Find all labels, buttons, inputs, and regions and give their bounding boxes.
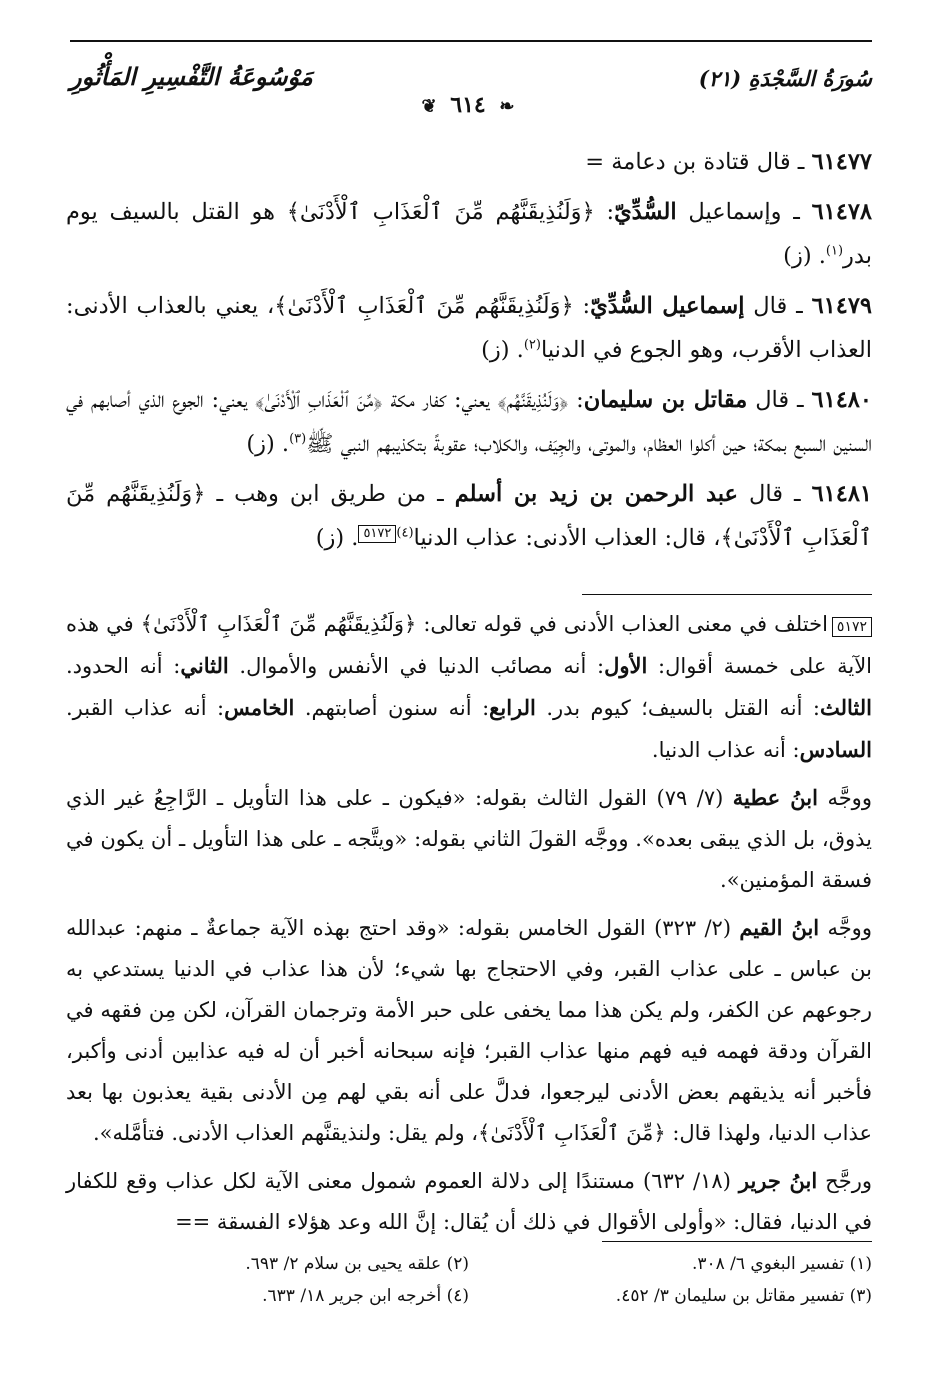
page-number-row bbox=[0, 92, 936, 118]
commentary-text: : أنه مصائب الدنيا في الأنفس والأموال. bbox=[228, 654, 605, 678]
entry-text: ـ قال قتادة بن دعامة = bbox=[585, 149, 812, 175]
entry-text: : ﴿وَلَنُذِيقَنَّهُم مِّنَ ٱلْعَذَابِ ٱلْأَدْنَىٰ﴾ هو القتل بالسيف يوم بدر bbox=[66, 199, 872, 269]
footnote-row bbox=[66, 1280, 872, 1312]
entry-number: ٦١٤٧٨ bbox=[811, 199, 872, 225]
footnotes bbox=[66, 1248, 872, 1312]
opinion-label: الأول bbox=[604, 653, 648, 678]
main-text bbox=[66, 140, 872, 566]
commentary-text: : أنه عذاب القبر. bbox=[66, 696, 225, 720]
footnote-marker: (٢) bbox=[523, 337, 541, 353]
commentary-paragraph bbox=[66, 1160, 872, 1243]
opinion-label: الخامس bbox=[224, 695, 295, 720]
commentary bbox=[66, 604, 872, 1249]
footnote-marker: (٣) bbox=[289, 431, 307, 447]
entry-text: . (ز) bbox=[783, 243, 826, 269]
entry-text: ـ من طريق ابن وهب ـ ﴿وَلَنُذِيقَنَّهُم مِّنَ ٱلْعَذَابِ ٱلْأَدْنَىٰ﴾، قال: العذاب الأدنى: عذاب الدنيا bbox=[66, 481, 872, 551]
opinion-label: الثاني bbox=[180, 653, 229, 678]
commentary-paragraph bbox=[66, 777, 872, 901]
commentary-ref-box: ٥١٧٢ bbox=[358, 525, 396, 543]
entry-text: ـ قال bbox=[747, 387, 812, 413]
commentary-text: : أنه عذاب الدنيا. bbox=[651, 738, 800, 762]
scholar-name: ابنُ جرير bbox=[738, 1168, 818, 1193]
entry-text: : ﴿وَلَنُذِيقَنَّهُم مِّنَ ٱلْعَذَابِ ٱلْأَدْنَىٰ﴾، يعني بالعذاب الأدنى: العذاب الأقرب، وهو الجوع في الدنيا bbox=[66, 293, 872, 363]
entry-text: . (ز) bbox=[481, 337, 524, 363]
entry-text: ـ قال bbox=[737, 481, 812, 507]
commentary-separator bbox=[582, 594, 872, 595]
narrator-name: السُّدِّيّ bbox=[614, 199, 677, 225]
scholar-name: ابنُ عطية bbox=[732, 785, 818, 810]
entry-text: : ﴿وَلَنُذِيقَنَّهُم﴾ يعني: كفار مكة ﴿مِّنَ ٱلْعَذَابِ ٱلْأَدْنَىٰ﴾ يعني: الجوع الذي أصابهم في السنين السبع بمكة؛ حين أكلوا العظام، والموتى، والجِيَف، والكلاب؛ عقوبةً بتكذيبهم النبي ﷺ bbox=[66, 387, 872, 457]
narrator-name: مقاتل بن سليمان bbox=[583, 387, 748, 413]
entry-61480 bbox=[66, 378, 872, 466]
entry-number: ٦١٤٧٩ bbox=[811, 293, 873, 319]
ornament-icon: ❦ bbox=[421, 96, 437, 117]
opinion-label: الرابع bbox=[489, 695, 536, 720]
commentary-text: (٢/ ٣٢٣) القول الخامس بقوله: «وقد احتج بهذه الآية جماعةٌ ـ منهم: عبدالله بن عباس ـ على عذاب القبر، وفي الاحتجاج بها شيء؛ لأن هذا عذاب في الدنيا يستدعي به رجوعهم عن الكفر، ولم يكن هذا مما يخفى على حبر الأمة وترجمان القرآن، لكن مِن فقهه في القرآن ودقة فهمه فيه فهم منها عذاب القبر؛ فإنه سبحانه أخبر أن له فيه عذابين أدنى وأكبر، فأخبر أنه يذيقهم بعض الأدنى ليرجعوا، فدلَّ على أنه بقي لهم مِن الأدنى بقية يعذبون بها بعد عذاب الدنيا، ولهذا قال: ﴿مِّنَ ٱلْعَذَابِ ٱلْأَدْنَىٰ﴾، ولم يقل: ولنذيقنَّهم العذاب الأدنى. فتأمَّله». bbox=[66, 916, 872, 1145]
commentary-text: ووجَّه bbox=[819, 916, 872, 940]
commentary-text: : أنه الحدود. bbox=[66, 654, 181, 678]
entry-text: . (ز) bbox=[315, 525, 359, 551]
footnote-2: (٢) علقه يحيى بن سلام ٢/ ٦٩٣. bbox=[245, 1254, 469, 1274]
entry-text: ـ وإسماعيل bbox=[676, 199, 812, 225]
footnote-3: (٣) تفسير مقاتل بن سليمان ٣/ ٤٥٢. bbox=[615, 1286, 872, 1306]
book-title: مَوْسُوعَةُ التَّفْسِيرِ المَأْثُورِ bbox=[70, 62, 313, 91]
commentary-text: ورجَّح bbox=[817, 1169, 872, 1193]
entry-61481 bbox=[66, 472, 872, 560]
entry-number: ٦١٤٨٠ bbox=[811, 387, 872, 413]
commentary-paragraph bbox=[66, 907, 872, 1154]
commentary-text: : أنه سنون أصابتهم. bbox=[294, 696, 490, 720]
footnote-separator bbox=[602, 1241, 872, 1242]
ornament-icon: ❧ bbox=[499, 96, 515, 117]
opinion-label: السادس bbox=[799, 737, 872, 762]
entry-text: ـ قال bbox=[744, 293, 812, 319]
narrator-name: عبد الرحمن بن زيد بن أسلم bbox=[454, 481, 738, 507]
narrator-name: إسماعيل السُّدِّيّ bbox=[590, 293, 745, 319]
header-rule bbox=[70, 40, 872, 42]
footnote-row bbox=[66, 1248, 872, 1280]
commentary-text: ووجَّه bbox=[817, 786, 872, 810]
footnote-1: (١) تفسير البغوي ٦/ ٣٠٨. bbox=[691, 1254, 872, 1274]
surah-title: سُورَةُ السَّجْدَةِ (٢١) bbox=[698, 66, 872, 91]
commentary-text: (٧/ ٧٩) القول الثالث بقوله: «فيكون ـ على هذا التأويل ـ الرَّاجِعُ غير الذي يذوق، بل الذي يبقى بعده». ووجَّه القولَ الثاني بقوله: «ويتَّجه ـ على هذا التأويل ـ أن يكون في فسقة المؤمنين». bbox=[66, 786, 872, 892]
footnote-4: (٤) أخرجه ابن جرير ١٨/ ٦٣٣. bbox=[262, 1286, 469, 1306]
footnote-marker: (٤) bbox=[396, 525, 414, 541]
scholar-name: ابنُ القيم bbox=[739, 915, 820, 940]
commentary-text: : أنه القتل بالسيف؛ كيوم بدر. bbox=[535, 696, 820, 720]
entry-number: ٦١٤٨١ bbox=[811, 481, 872, 507]
entry-61479 bbox=[66, 284, 872, 372]
commentary-paragraph bbox=[66, 604, 872, 771]
opinion-label: الثالث bbox=[820, 695, 872, 720]
entry-text: . (ز) bbox=[246, 431, 290, 457]
entry-61478 bbox=[66, 190, 872, 278]
commentary-text: (١٨/ ٦٣٢) مستندًا إلى دلالة العموم شمول معنى الآية لكل عذاب وقع للكفار في الدنيا، فقال: «وأولى الأقوال في ذلك أن يُقال: إنَّ الله وعد هؤلاء الفسقة == bbox=[66, 1169, 872, 1234]
commentary-number-box: ٥١٧٢ bbox=[832, 617, 872, 637]
footnote-marker: (١) bbox=[825, 243, 844, 259]
entry-number: ٦١٤٧٧ bbox=[811, 149, 872, 175]
commentary-text: اختلف في معنى العذاب الأدنى في قوله تعالى: ﴿وَلَنُذِيقَنَّهُم مِّنَ ٱلْعَذَابِ ٱلْأَدْنَىٰ﴾ في هذه الآية على خمسة أقوال: bbox=[66, 612, 873, 678]
page-number: ٦١٤ bbox=[450, 92, 486, 118]
entry-61477 bbox=[66, 140, 872, 184]
